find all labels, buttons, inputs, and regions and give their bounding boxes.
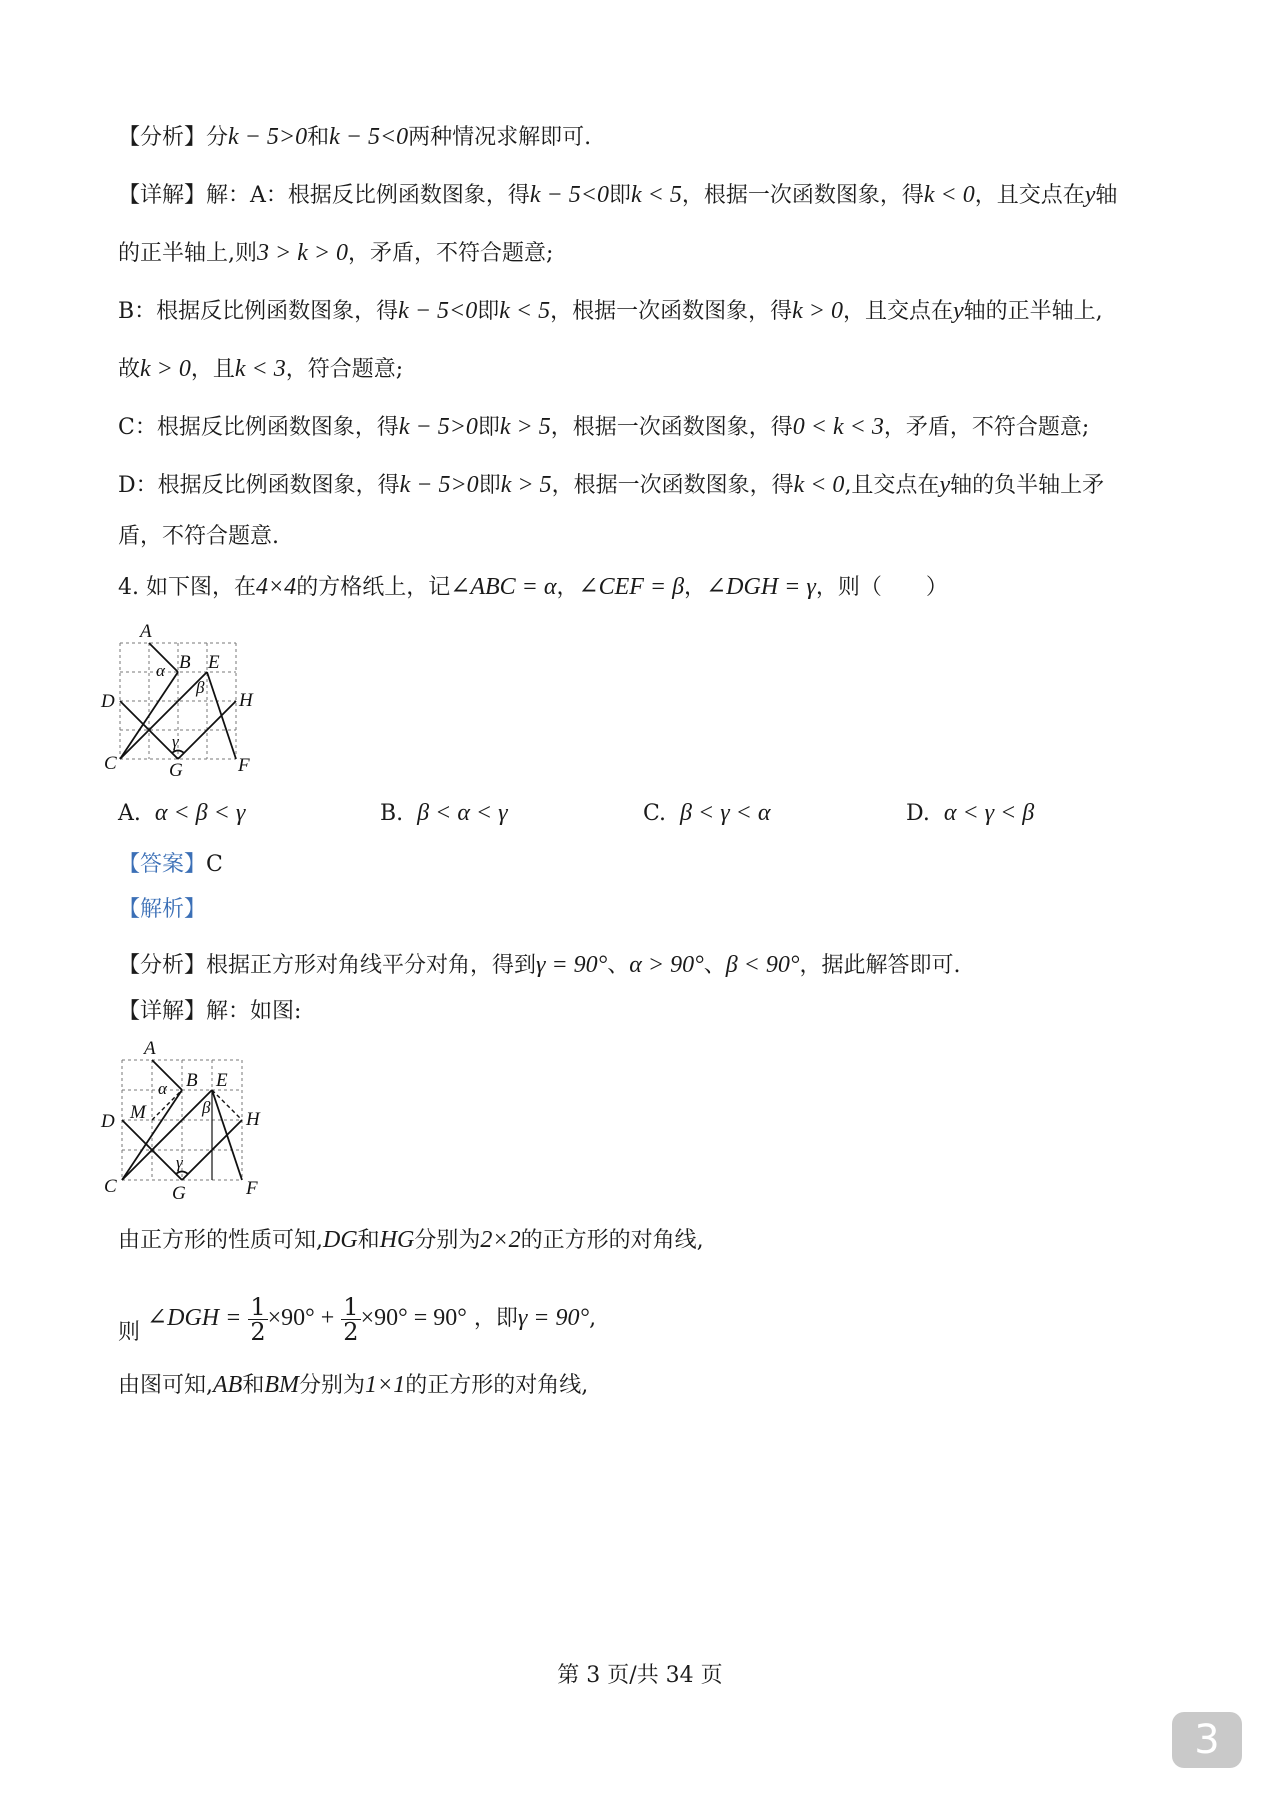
detail-tag: 【详解】: [118, 183, 207, 208]
label2-M: M: [130, 1102, 146, 1123]
label2-alpha: α: [158, 1079, 167, 1098]
label-G: G: [169, 760, 183, 781]
analysis-line-1: 【分析】分k − 5>0和k − 5<0两种情况求解即可.: [118, 124, 592, 150]
detail-b-line-2: 故k > 0，且k < 3，符合题意;: [118, 356, 404, 382]
detail-line-2: 【详解】解：如图:: [118, 999, 302, 1024]
explain-tag-line: [118, 895, 1178, 925]
label2-C: C: [104, 1176, 117, 1197]
detail-c-line: C：根据反比例函数图象，得k − 5>0即k > 5，根据一次函数图象，得0 < k < 3，矛盾，不符合题意;: [118, 414, 1090, 440]
detail-d-line-1: D：根据反比例函数图象，得k − 5>0即k > 5，根据一次函数图象，得k < 0,且交点在y轴的负半轴上矛: [118, 472, 1105, 498]
label2-gamma: γ: [176, 1153, 183, 1172]
label-H: H: [239, 690, 253, 711]
analysis-tag: 【分析】: [118, 125, 207, 150]
grid-figure-1: [100, 618, 300, 788]
label2-G: G: [172, 1183, 186, 1204]
fraction-2: $\frac{1}{2}$: [343, 1292, 359, 1346]
page-number-badge[interactable]: 3: [1172, 1712, 1242, 1768]
label-B: B: [179, 652, 191, 673]
label2-H: H: [246, 1109, 260, 1130]
grid-figure-2: [100, 1036, 310, 1208]
answer-tag: 【答案】: [118, 852, 207, 877]
label2-F: F: [246, 1178, 258, 1199]
label2-E: E: [216, 1070, 228, 1091]
answer-value: C: [206, 852, 223, 877]
label2-D: D: [101, 1111, 115, 1132]
property-line-2: 由图可知,AB和BM分别为1×1的正方形的对角线,: [118, 1372, 589, 1398]
answer-line: [118, 850, 1178, 880]
label-E: E: [208, 652, 220, 673]
property-line-1: 由正方形的性质可知,DG和HG分别为2×2的正方形的对角线,: [118, 1227, 704, 1253]
detail-a-line-1: 【详解】解：A：根据反比例函数图象，得k − 5<0即k < 5，根据一次函数图象，得k < 0，且交点在y轴: [118, 182, 1118, 208]
label-D: D: [101, 691, 115, 712]
detail-d-line-2: 盾，不符合题意.: [118, 524, 279, 549]
label-A: A: [140, 621, 152, 642]
label-gamma: γ: [172, 732, 179, 751]
detail-b-line-1: B：根据反比例函数图象，得k − 5<0即k < 5，根据一次函数图象，得k > 0，且交点在y轴的正半轴上,: [118, 298, 1103, 324]
option-a[interactable]: A. α < β < γ: [118, 800, 246, 826]
option-d[interactable]: D. α < γ < β: [906, 800, 1035, 826]
option-c[interactable]: C. β < γ < α: [643, 800, 771, 826]
label2-B: B: [186, 1070, 198, 1091]
label2-beta: β: [202, 1098, 211, 1117]
label-F: F: [238, 755, 250, 776]
detail-a-line-2: 的正半轴上,则3 > k > 0，矛盾，不符合题意;: [118, 240, 554, 266]
page-footer: 第 3 页/共 34 页: [557, 1663, 723, 1688]
fraction-1: $\frac{1}{2}$: [250, 1292, 266, 1346]
label-alpha: α: [156, 661, 165, 680]
explain-tag: 【解析】: [118, 897, 207, 922]
option-b[interactable]: B. β < α < γ: [380, 800, 508, 826]
question-4: 4. 如下图，在4×4的方格纸上，记∠ABC = α，∠CEF = β，∠DGH = γ，则（ ）: [118, 574, 948, 600]
label2-A: A: [144, 1038, 156, 1059]
calculation-line: 则 ∠DGH = $\frac{1}{2}$ ×90° + $\frac{1}{2}$ ×90° = 90° ，即γ = 90°,: [118, 1292, 597, 1346]
label-C: C: [104, 753, 117, 774]
analysis-line-2: 【分析】根据正方形对角线平分对角，得到γ = 90°、α > 90°、β < 90°，据此解答即可.: [118, 952, 961, 978]
label-beta: β: [196, 678, 205, 697]
